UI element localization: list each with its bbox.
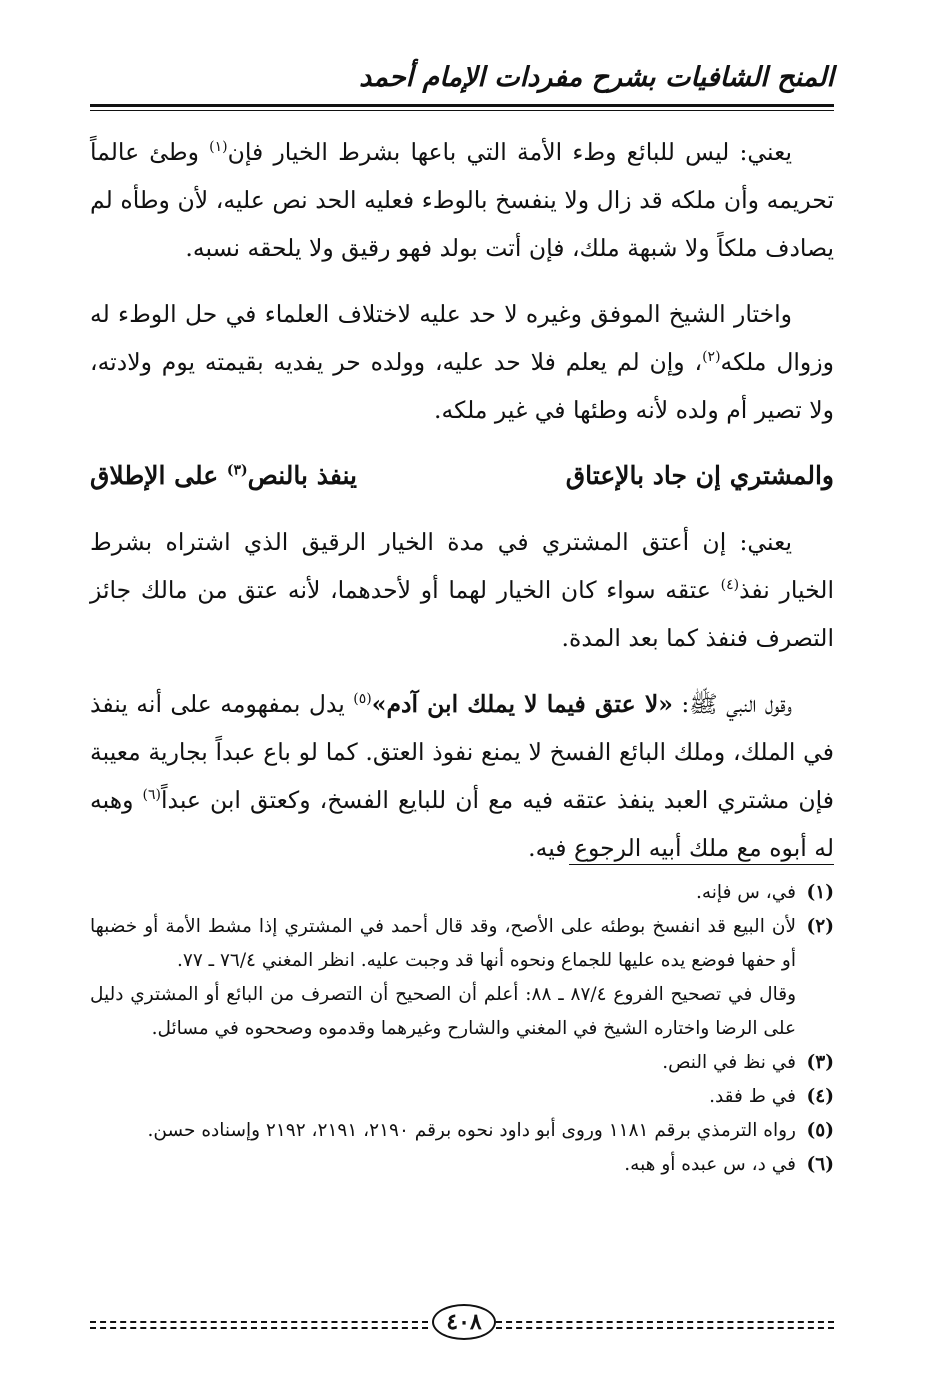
paragraph-text: وهبه له أبوه مع ملك أبيه الرجوع فيه.	[90, 786, 834, 862]
footnote-ref-5: (٥)	[353, 691, 372, 708]
footer-dashed-rule	[90, 1321, 428, 1323]
paragraph-3	[90, 518, 834, 662]
footnote-number: (٢)	[806, 916, 834, 937]
footnote	[90, 1080, 834, 1114]
footnote-number: (٥)	[806, 1120, 834, 1141]
footnote	[90, 1046, 834, 1080]
header-rule	[90, 104, 834, 107]
footnote-ref-1: (١)	[209, 139, 228, 156]
footer-dashed-rule	[90, 1327, 428, 1329]
footnote-text: في ط فقد.	[709, 1086, 796, 1107]
paragraph-4	[90, 680, 834, 872]
footnote-number: (٦)	[806, 1154, 834, 1175]
footnote	[90, 910, 834, 978]
footnote-number: (٣)	[806, 1052, 834, 1073]
paragraph-text: يدل بمفهومه على أنه ينفذ في الملك، وملك البائع الفسخ لا يمنع نفوذ العتق. كما لو باع عبداً بجارية معيبة فإن مشتري العبد ينفذ عتقه فيه مع أن للبايع الفسخ، وكعتق ابن عبداً	[90, 690, 834, 814]
footnote-text: في، س فإنه.	[695, 882, 796, 903]
main-text	[90, 128, 834, 890]
footnote-text: في نظ في النص.	[662, 1052, 796, 1073]
footnote-ref-6: (٦)	[142, 787, 161, 804]
paragraph-text: يعني: ليس للبائع وطء الأمة التي باعها بشرط الخيار فإن	[227, 138, 792, 166]
paragraph-text: وطئ عالماً تحريمه وأن ملكه قد زال ولا ينفسخ بالوطء فعليه الحد نص عليه، لأن وطأه لم يصادف ملكاً ولا شبهة ملك، فإن أتت بولد فهو رقيق ولا يلحقه نسبه.	[90, 138, 834, 262]
header-rule-thin	[90, 110, 834, 111]
running-title: المنح الشافيات بشرح مفردات الإمام أحمد	[359, 62, 834, 93]
footnote-text: وقال في تصحيح الفروع ٨٧/٤ ـ ٨٨: أعلم أن الصحيح أن التصرف من البائع أو المشتري دليل على الرضا واختاره الشيخ في المغني والشارح وغيرهما وقدموه وصححوه في مسائل.	[90, 984, 797, 1039]
footnotes	[90, 876, 834, 1182]
page-footer	[90, 1304, 834, 1340]
footnote-ref-2: (٢)	[702, 349, 721, 366]
paragraph-text: عتقه سواء كان الخيار لهما أو لأحدهما، لأنه عتق من مالك جائز التصرف فنفذ كما بعد المدة.	[90, 576, 834, 652]
paragraph-1	[90, 128, 834, 272]
footnote	[90, 1148, 834, 1182]
footnote-number: (٤)	[806, 1086, 834, 1107]
footnote-ref-3: (٣)	[226, 462, 248, 479]
paragraph-text: وقول النبي ﷺ:	[672, 690, 793, 718]
footnote-text: رواه الترمذي برقم ١١٨١ وروى أبو داود نحوه برقم ٢١٩٠، ٢١٩١، ٢١٩٢ وإسناده حسن.	[147, 1120, 796, 1141]
footnote	[90, 876, 834, 910]
footer-dashed-rule	[496, 1327, 834, 1329]
footnote-separator	[569, 864, 834, 865]
page-number: ٤٠٨	[432, 1304, 496, 1340]
paragraph-text: واختار الشيخ الموفق وغيره لا حد عليه لاختلاف العلماء في حل الوطء له وزوال ملكه	[90, 300, 834, 376]
footnote-number	[796, 978, 834, 1046]
paragraph-text: يعني: إن أعتق المشتري في مدة الخيار الرقيق الذي اشتراه بشرط الخيار نفذ	[90, 528, 834, 604]
verse-hemistich-1: والمشتري إن جاد بالإعتاق	[565, 461, 834, 490]
verse-hemistich-2	[90, 452, 357, 500]
hemistich-text: على الإطلاق	[90, 461, 227, 490]
footer-dashed-rule	[496, 1321, 834, 1323]
hadith-quote: «لا عتق فيما لا يملك ابن آدم»	[371, 690, 673, 718]
footnote	[90, 1114, 834, 1148]
poem-verse	[90, 452, 834, 500]
footnote-text: في د، س عبده أو هبه.	[624, 1154, 796, 1175]
paragraph-2	[90, 290, 834, 434]
footnote-continuation	[90, 978, 834, 1046]
footnote-ref-4: (٤)	[720, 577, 740, 594]
hemistich-text: ينفذ بالنص	[247, 461, 357, 490]
footnote-number: (١)	[806, 882, 834, 903]
footnote-text: لأن البيع قد انفسخ بوطئه على الأصح، وقد قال أحمد في المشتري إذا مشط الأمة أو خضبها أو حفها فوضع يده عليها للجماع ونحوه أنها قد وجبت عليه. انظر المغني ٧٦/٤ ـ ٧٧.	[90, 916, 796, 971]
paragraph-text: ، وإن لم يعلم فلا حد عليه، وولده حر يفديه بقيمته يوم ولادته، ولا تصير أم ولده لأنه وطئها في غير ملكه.	[90, 348, 834, 424]
